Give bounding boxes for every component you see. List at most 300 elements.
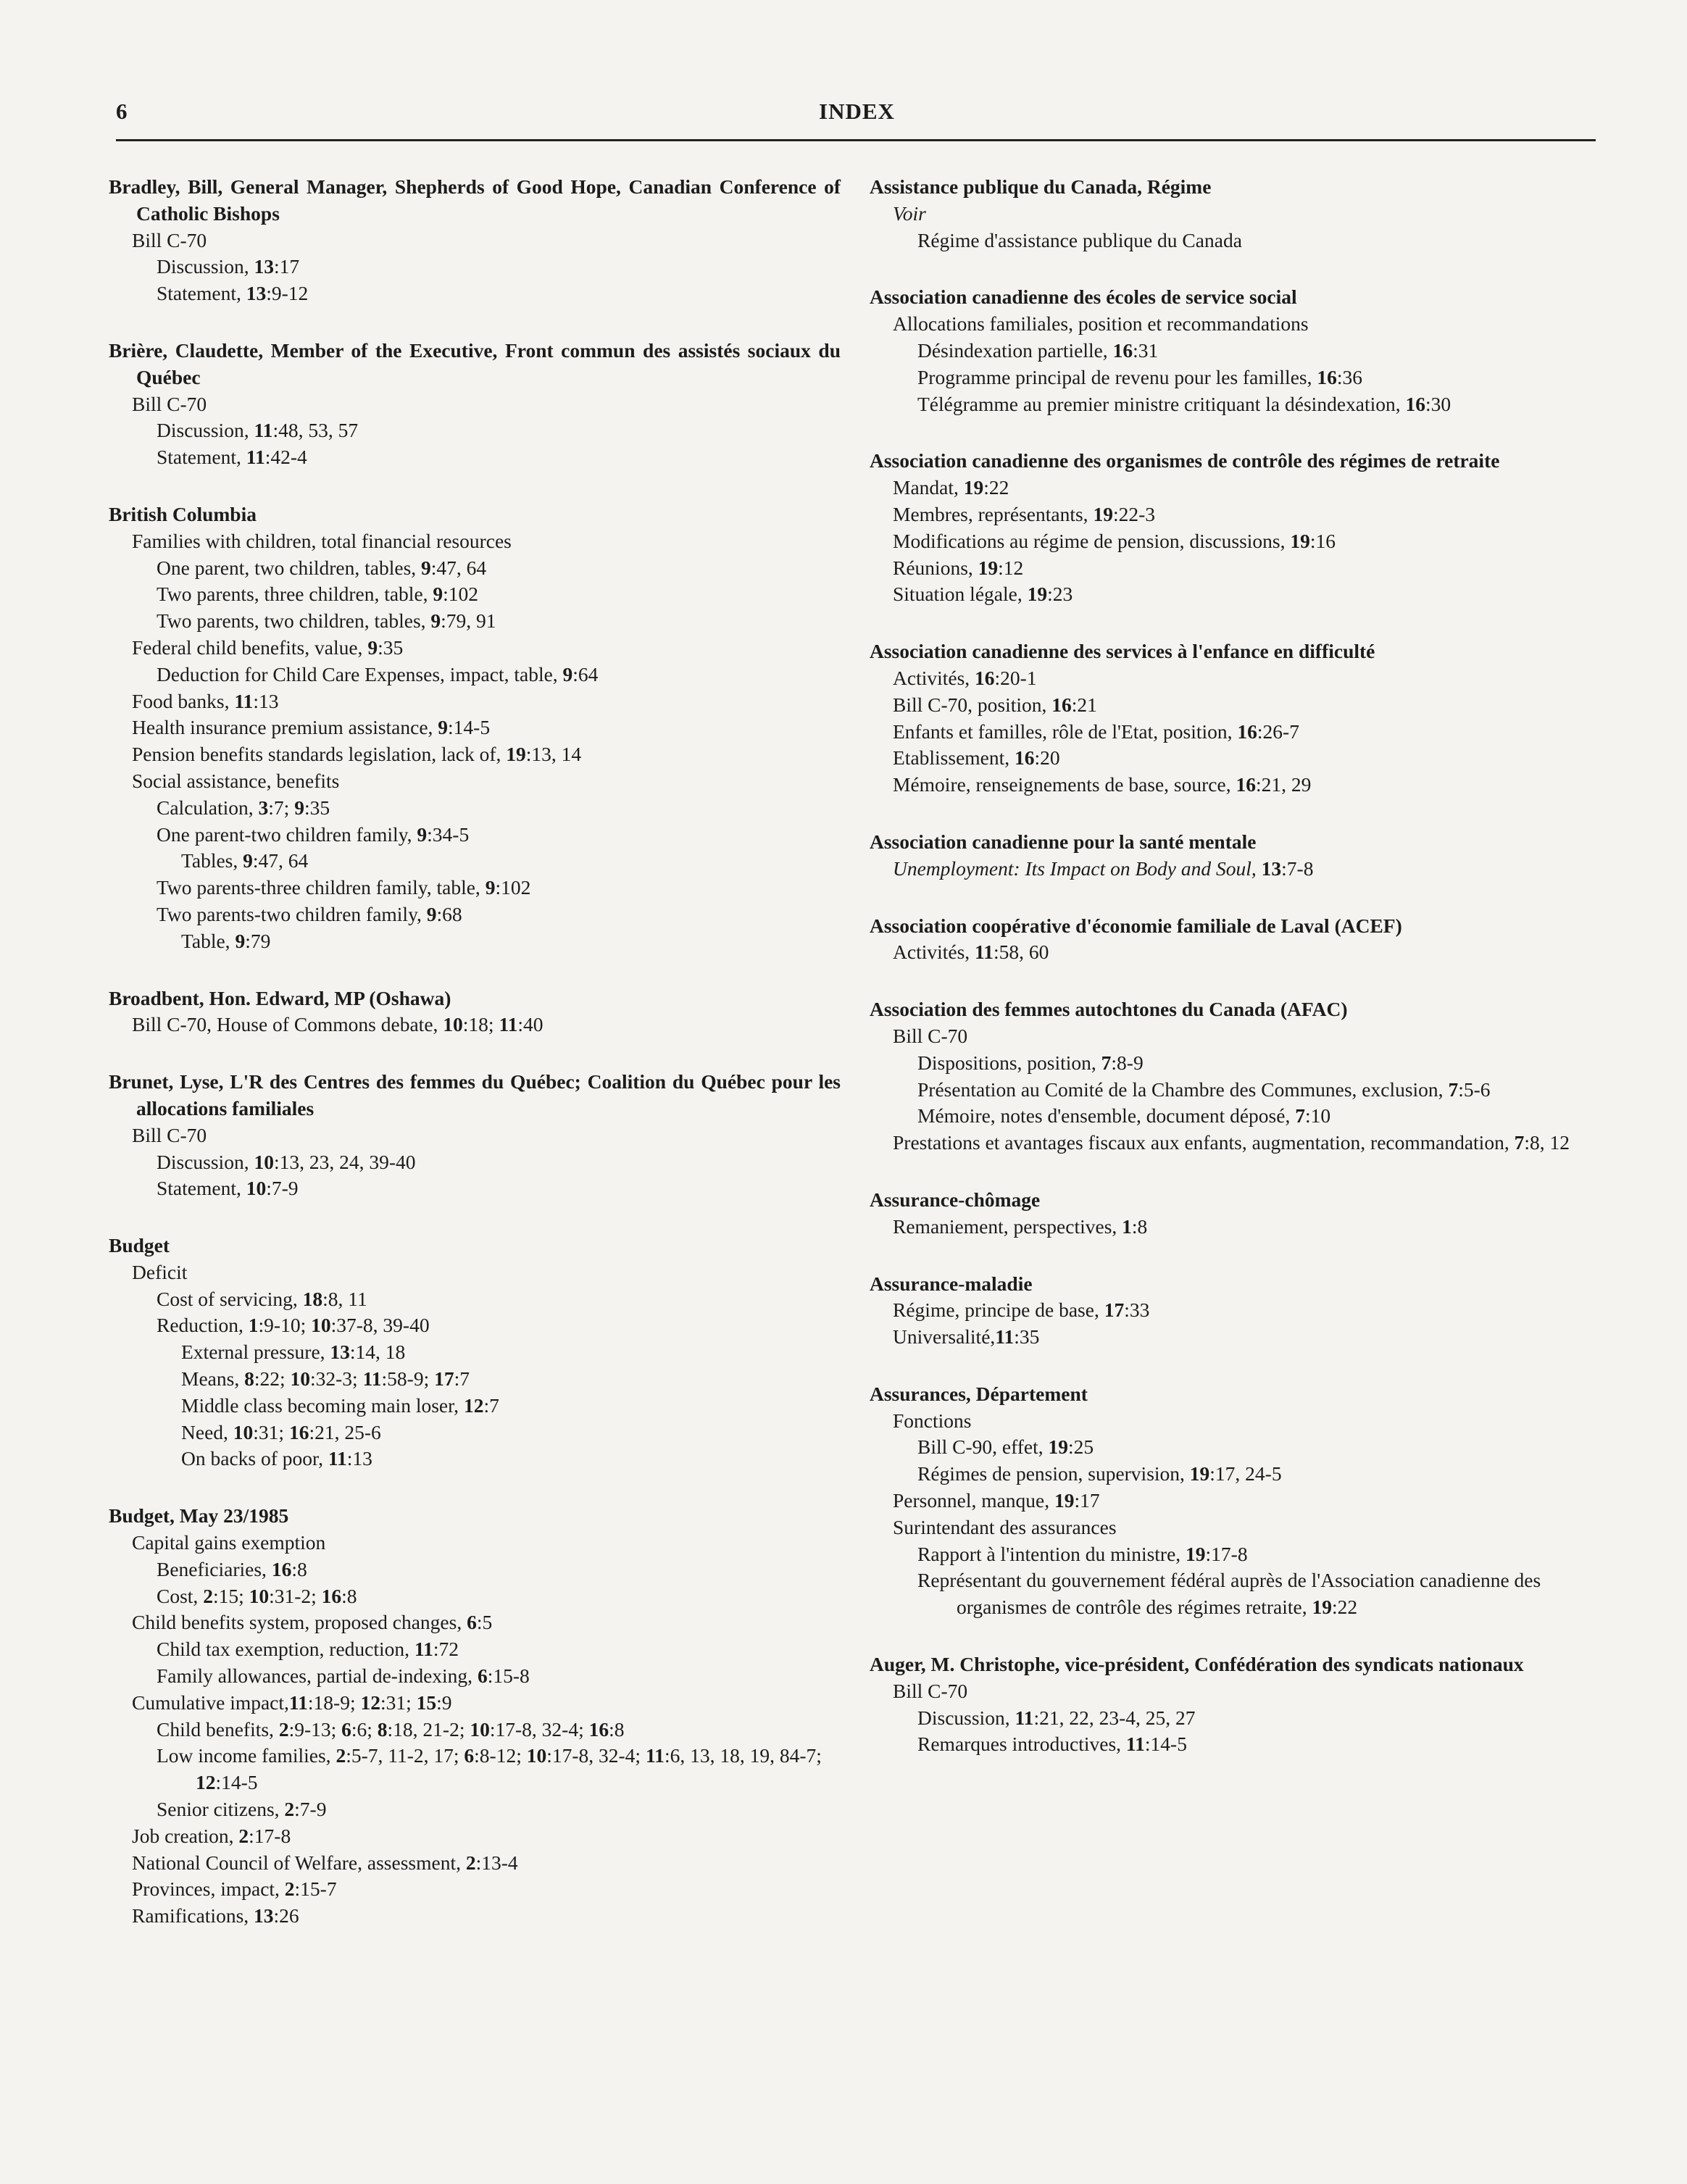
entry-text: Health insurance premium assistance, — [132, 716, 438, 739]
entry-heading: Budget — [109, 1234, 170, 1257]
page-reference-volume: 2 — [284, 1877, 295, 1901]
subentry-line — [893, 665, 1598, 692]
subentry-line — [132, 768, 841, 795]
page-reference-volume: 9 — [562, 662, 573, 685]
entry-text: :12 — [998, 556, 1024, 579]
page-reference-volume: 9 — [433, 583, 443, 606]
page-reference-volume: 1 — [1122, 1214, 1132, 1238]
subentry-line — [917, 391, 1598, 418]
entry-text: :35 — [1014, 1325, 1040, 1349]
subentry-line — [893, 1297, 1598, 1324]
running-title: INDEX — [819, 99, 895, 124]
entry-text: Enfants et familles, rôle de l'Etat, position, — [893, 720, 1238, 743]
page-reference-volume: 13 — [254, 255, 274, 278]
entry-text: Child tax exemption, reduction, — [157, 1638, 415, 1661]
index-entry — [109, 1503, 841, 1930]
entry-text: Discussion, — [157, 255, 254, 278]
page-reference-volume: 13 — [330, 1341, 350, 1364]
subentry-line — [893, 1214, 1598, 1241]
entry-text: Situation légale, — [893, 583, 1028, 606]
entry-heading: Brunet, Lyse, L'R des Centres des femmes du Québec; Coalition du Québec pour les allocations familiales — [109, 1070, 841, 1120]
page-reference-volume: 12 — [463, 1393, 484, 1417]
page-reference-volume: 11 — [1015, 1706, 1034, 1729]
page-reference-volume: 19 — [1290, 529, 1310, 552]
page-reference-volume: 16 — [1237, 720, 1257, 743]
index-entry — [109, 985, 841, 1039]
entry-heading: Brière, Claudette, Member of the Executive, Front commun des assistés sociaux du Québec — [109, 338, 841, 388]
index-entry — [870, 1187, 1598, 1241]
page-reference-volume: 19 — [1189, 1462, 1210, 1485]
subentry-line — [893, 1408, 1598, 1435]
page-reference-volume: 7 — [1295, 1104, 1305, 1128]
header-rule — [116, 139, 1596, 141]
entry-text: :21, 22, 23-4, 25, 27 — [1033, 1706, 1196, 1729]
subentry-line — [157, 1286, 841, 1313]
entry-text: :8, 11 — [322, 1287, 367, 1310]
entry-text: :9 — [436, 1691, 452, 1714]
entry-text: Unemployment: Its Impact on Body and Soul, — [893, 856, 1262, 880]
page-reference-volume: 10 — [246, 1177, 267, 1200]
entry-text: :9-10; — [258, 1314, 312, 1337]
page-reference-volume: 9 — [294, 796, 304, 819]
page-reference-volume: 3 — [258, 796, 269, 819]
subentry-line — [893, 1488, 1598, 1514]
index-entry — [109, 174, 841, 307]
entry-text: :15; — [212, 1584, 249, 1607]
entry-text: :64 — [572, 662, 599, 685]
entry-text: Job creation, — [132, 1824, 239, 1847]
entry-text: Bill C-70, position, — [893, 693, 1052, 716]
page-reference-volume: 13 — [1261, 856, 1282, 880]
entry-text: :18; — [462, 1013, 499, 1036]
subentry-line — [132, 688, 841, 715]
entry-text: Mandat, — [893, 476, 964, 499]
entry-text: Two parents, two children, tables, — [157, 609, 431, 633]
index-entry — [109, 1069, 841, 1202]
entry-text: :20-1 — [994, 666, 1037, 689]
entry-text: :48, 53, 57 — [272, 419, 359, 442]
page-reference-volume: 16 — [1015, 746, 1035, 770]
entry-text: :23 — [1047, 583, 1073, 606]
subentry-line — [893, 772, 1598, 799]
page-reference-volume: 11 — [246, 446, 265, 469]
entry-text: :13, 23, 24, 39-40 — [273, 1150, 416, 1173]
subentry-line — [132, 1823, 841, 1850]
entry-text: :37-8, 39-40 — [330, 1314, 430, 1337]
page-reference-volume: 6 — [477, 1664, 488, 1688]
entry-text: :20 — [1034, 746, 1060, 770]
entry-text: :36 — [1336, 365, 1362, 388]
entry-text: Représentant du gouvernement fédéral auprès de l'Association canadienne des organismes de contrôle des régimes retraite, — [917, 1569, 1541, 1619]
page-reference-volume: 11 — [499, 1013, 518, 1036]
page-reference-volume: 10 — [249, 1584, 270, 1607]
entry-heading: Budget, May 23/1985 — [109, 1504, 289, 1527]
subentry-line — [157, 280, 841, 307]
subentry-line — [893, 1324, 1598, 1351]
entry-heading: Bradley, Bill, General Manager, Shepherds of Good Hope, Canadian Conference of Catholic Bishops — [109, 175, 841, 225]
entry-text: Need, — [181, 1420, 233, 1443]
subentry-line — [157, 581, 841, 608]
subentry-line — [157, 875, 841, 901]
entry-text: Surintendant des assurances — [893, 1515, 1117, 1538]
page-reference-volume: 16 — [1236, 773, 1256, 796]
entry-text: :8 — [291, 1557, 307, 1580]
subentry-line — [157, 1663, 841, 1690]
subentry-line — [132, 228, 841, 254]
index-entry — [870, 638, 1598, 799]
index-entry — [870, 174, 1598, 254]
entry-text: :13, 14 — [525, 743, 582, 766]
entry-text: Cost of servicing, — [157, 1287, 303, 1310]
index-entry — [870, 284, 1598, 417]
subentry-line — [893, 856, 1598, 883]
entry-text: Food banks, — [132, 689, 235, 712]
entry-text: :15-7 — [294, 1877, 337, 1901]
subentry-line — [893, 581, 1598, 608]
entry-heading: Association canadienne des écoles de service social — [870, 285, 1297, 309]
page-reference-volume: 16 — [271, 1557, 292, 1580]
subentry-line — [157, 1717, 841, 1743]
entry-text: :42-4 — [264, 446, 307, 469]
page-reference-volume: 9 — [485, 876, 496, 899]
page-reference-volume: 9 — [421, 556, 431, 579]
subentry-line — [132, 1903, 841, 1930]
subentry-line — [917, 364, 1598, 391]
page-reference-volume: 10 — [290, 1367, 310, 1391]
index-entry — [870, 996, 1598, 1156]
page-reference-volume: 9 — [243, 849, 253, 872]
subentry-line — [893, 528, 1598, 555]
subentry-line — [157, 1796, 841, 1823]
subentry-line — [917, 1103, 1598, 1130]
entry-text: Désindexation partielle, — [917, 338, 1113, 362]
entry-text: :58-9; — [381, 1367, 435, 1391]
entry-text: Prestations et avantages fiscaux aux enfants, augmentation, recommandation, — [893, 1131, 1515, 1154]
subentry-line — [917, 1567, 1598, 1621]
page-reference-volume: 12 — [196, 1771, 216, 1794]
entry-text: Rapport à l'intention du ministre, — [917, 1542, 1186, 1565]
subentry-line — [917, 1731, 1598, 1758]
page-reference-volume: 10 — [311, 1314, 331, 1337]
entry-text: :5-7, 11-2, 17; — [346, 1744, 465, 1767]
entry-text: Universalité, — [893, 1325, 996, 1349]
page-reference-volume: 9 — [426, 902, 437, 925]
entry-text: Réunions, — [893, 556, 978, 579]
entry-text: Tables, — [181, 849, 243, 872]
entry-text: :25 — [1068, 1435, 1094, 1459]
entry-text: Dispositions, position, — [917, 1051, 1101, 1074]
subentry-line — [157, 1312, 841, 1339]
page-reference-volume: 2 — [238, 1824, 249, 1847]
entry-text: :33 — [1124, 1299, 1150, 1322]
entry-text: :30 — [1425, 392, 1451, 415]
entry-text: Senior citizens, — [157, 1798, 285, 1821]
page-reference-volume: 1 — [248, 1314, 259, 1337]
entry-text: Activités, — [893, 666, 975, 689]
entry-text: Provinces, impact, — [132, 1877, 285, 1901]
index-entry — [870, 1381, 1598, 1621]
subentry-line — [157, 1743, 841, 1796]
subentry-line — [157, 444, 841, 471]
subentry-line — [893, 719, 1598, 746]
page-reference-volume: 19 — [1312, 1596, 1333, 1619]
subentry-line — [132, 1609, 841, 1636]
entry-text: :7; — [268, 796, 295, 819]
entry-text: :26 — [273, 1904, 299, 1927]
subentry-line — [917, 1050, 1598, 1077]
entry-text: :22 — [983, 476, 1009, 499]
page-reference-volume: 7 — [1448, 1078, 1459, 1101]
entry-text: Bill C-70 — [893, 1679, 968, 1702]
subentry-line — [132, 741, 841, 768]
entry-text: :5-6 — [1458, 1078, 1491, 1101]
entry-text: :7-9 — [266, 1177, 299, 1200]
subentry-line — [917, 338, 1598, 364]
subentry-line — [181, 848, 841, 875]
entry-text: :17, 24-5 — [1209, 1462, 1282, 1485]
page-reference-volume: 7 — [1101, 1051, 1112, 1074]
entry-text: :31; — [253, 1420, 289, 1443]
index-entry — [870, 448, 1598, 608]
page-reference-volume: 11 — [254, 419, 273, 442]
entry-text: :34-5 — [427, 822, 470, 846]
entry-text: :31-2; — [269, 1584, 322, 1607]
entry-text: :17-8, 32-4; — [489, 1717, 589, 1741]
entry-text: :7-9 — [294, 1798, 327, 1821]
entry-text: :79, 91 — [441, 609, 496, 633]
entry-text: Bill C-70 — [132, 392, 207, 415]
entry-text: :13 — [253, 689, 279, 712]
subentry-line — [157, 662, 841, 688]
entry-text: Ramifications, — [132, 1904, 254, 1927]
index-column-left — [109, 174, 841, 1960]
page-reference-volume: 10 — [526, 1744, 547, 1767]
page-reference-volume: 11 — [645, 1744, 665, 1767]
entry-text: :31 — [1133, 338, 1159, 362]
entry-text: :26-7 — [1257, 720, 1299, 743]
subentry-line — [132, 1122, 841, 1149]
entry-text: :17 — [1074, 1489, 1100, 1512]
page-reference-volume: 19 — [1186, 1542, 1206, 1565]
entry-text: Etablissement, — [893, 746, 1015, 770]
subentry-line — [157, 1175, 841, 1202]
entry-text: Remaniement, perspectives, — [893, 1214, 1122, 1238]
subentry-line — [893, 311, 1598, 338]
page-reference-volume: 13 — [254, 1904, 274, 1927]
entry-text: Régime d'assistance publique du Canada — [917, 228, 1242, 251]
subentry-line — [157, 1636, 841, 1663]
entry-text: Fonctions — [893, 1409, 972, 1432]
entry-text: :8 — [1131, 1214, 1148, 1238]
entry-text: :21, 25-6 — [309, 1420, 381, 1443]
entry-text: :16 — [1309, 529, 1336, 552]
subentry-line — [893, 555, 1598, 582]
page-reference-volume: 7 — [1514, 1131, 1525, 1154]
entry-text: One parent, two children, tables, — [157, 556, 422, 579]
page-reference-volume: 10 — [443, 1013, 463, 1036]
subentry-line — [132, 391, 841, 418]
entry-text: Cost, — [157, 1584, 204, 1607]
entry-text: Federal child benefits, value, — [132, 635, 368, 659]
entry-text: :35 — [378, 635, 404, 659]
entry-text: Allocations familiales, position et recommandations — [893, 312, 1309, 335]
entry-text: :72 — [433, 1638, 459, 1661]
subentry-line — [157, 1149, 841, 1176]
entry-text: :10 — [1304, 1104, 1331, 1128]
subentry-line — [893, 1678, 1598, 1705]
entry-text: Télégramme au premier ministre critiquant la désindexation, — [917, 392, 1406, 415]
entry-text: :14-5 — [448, 716, 491, 739]
subentry-line — [917, 1541, 1598, 1568]
subentry-line — [157, 901, 841, 928]
page-reference-volume: 11 — [995, 1325, 1015, 1349]
page-reference-volume: 10 — [233, 1420, 254, 1443]
entry-text: :8 — [341, 1584, 357, 1607]
entry-heading: Association canadienne pour la santé mentale — [870, 830, 1257, 853]
page-reference-volume: 19 — [1093, 502, 1113, 525]
page-reference-volume: 16 — [1405, 392, 1426, 415]
entry-text: Child benefits, — [157, 1717, 279, 1741]
subentry-line — [181, 1420, 841, 1446]
subentry-line — [181, 1339, 841, 1366]
entry-text: :9-12 — [266, 282, 309, 305]
entry-text: :7 — [483, 1393, 499, 1417]
subentry-line — [157, 555, 841, 582]
entry-text: Two parents, three children, table, — [157, 583, 433, 606]
entry-heading: Broadbent, Hon. Edward, MP (Oshawa) — [109, 986, 451, 1009]
entry-text: Présentation au Comité de la Chambre des Communes, exclusion, — [917, 1078, 1449, 1101]
subentry-line — [893, 1514, 1598, 1541]
subentry-line — [181, 1446, 841, 1472]
page-reference-volume: 15 — [416, 1691, 437, 1714]
entry-text: Personnel, manque, — [893, 1489, 1055, 1512]
entry-heading: Association coopérative d'économie familiale de Laval (ACEF) — [870, 914, 1402, 937]
subentry-line — [893, 201, 1598, 228]
entry-text: Pension benefits standards legislation, lack of, — [132, 743, 507, 766]
entry-text: :102 — [495, 876, 531, 899]
subentry-line — [132, 1690, 841, 1717]
entry-heading: Assurance-maladie — [870, 1272, 1033, 1295]
subentry-line — [893, 939, 1598, 966]
page-reference-volume: 17 — [1104, 1299, 1125, 1322]
page-reference-volume: 11 — [362, 1367, 382, 1391]
entry-text: Discussion, — [917, 1706, 1015, 1729]
entry-text: :18-9; — [307, 1691, 361, 1714]
entry-text: :5 — [476, 1611, 493, 1634]
entry-text: Activités, — [893, 941, 975, 964]
entry-text: :8, 12 — [1524, 1131, 1570, 1154]
subentry-line — [132, 1876, 841, 1903]
entry-text: :102 — [443, 583, 479, 606]
subentry-line — [893, 692, 1598, 719]
entry-text: Child benefits system, proposed changes, — [132, 1611, 467, 1634]
entry-text: :14, 18 — [349, 1341, 406, 1364]
entry-heading: Assistance publique du Canada, Régime — [870, 175, 1212, 198]
entry-text: :13 — [346, 1447, 372, 1470]
entry-text: Bill C-70 — [132, 1123, 207, 1146]
page-reference-volume: 9 — [438, 716, 449, 739]
entry-text: Means, — [181, 1367, 245, 1391]
page-reference-volume: 2 — [336, 1744, 346, 1767]
entry-text: :9-13; — [288, 1717, 342, 1741]
subentry-line — [181, 928, 841, 955]
entry-text: Bill C-70, House of Commons debate, — [132, 1013, 443, 1036]
subentry-line — [893, 745, 1598, 772]
index-entry — [870, 913, 1598, 967]
page-reference-volume: 6 — [464, 1744, 475, 1767]
entry-text: :68 — [436, 902, 462, 925]
entry-text: :17-8 — [1205, 1542, 1248, 1565]
entry-text: :17-8, 32-4; — [546, 1744, 646, 1767]
subentry-line — [157, 1556, 841, 1583]
entry-heading: Assurance-chômage — [870, 1188, 1041, 1211]
page-reference-volume: 19 — [1027, 583, 1048, 606]
entry-text: Bill C-70 — [132, 228, 207, 251]
entry-text: Two parents-two children family, — [157, 902, 427, 925]
index-entry — [870, 1651, 1598, 1758]
page-reference-volume: 2 — [203, 1584, 213, 1607]
page-reference-volume: 19 — [1048, 1435, 1069, 1459]
entry-text: Statement, — [157, 1177, 246, 1200]
entry-text: Modifications au régime de pension, discussions, — [893, 529, 1291, 552]
entry-text: :7-8 — [1281, 856, 1314, 880]
entry-text: :58, 60 — [994, 941, 1049, 964]
page-reference-volume: 6 — [467, 1611, 477, 1634]
subentry-line — [893, 475, 1598, 501]
entry-text: :13-4 — [475, 1851, 518, 1874]
page-reference-volume: 11 — [975, 941, 994, 964]
subentry-line — [132, 714, 841, 741]
page-reference-volume: 9 — [235, 929, 246, 952]
subentry-line — [157, 795, 841, 822]
page-reference-volume: 11 — [234, 689, 254, 712]
subentry-line — [893, 501, 1598, 528]
page-reference-volume: 6 — [341, 1717, 351, 1741]
page-reference-volume: 16 — [975, 666, 995, 689]
page-reference-volume: 12 — [360, 1691, 380, 1714]
entry-text: :6, 13, 18, 19, 84-7; — [664, 1744, 822, 1767]
entry-text: Mémoire, notes d'ensemble, document déposé, — [917, 1104, 1296, 1128]
entry-text: One parent-two children family, — [157, 822, 417, 846]
page-number: 6 — [116, 99, 128, 124]
entry-text: Mémoire, renseignements de base, source, — [893, 773, 1236, 796]
page-reference-volume: 11 — [414, 1638, 433, 1661]
subentry-line — [893, 1023, 1598, 1050]
entry-text: Social assistance, benefits — [132, 769, 340, 792]
page-reference-volume: 11 — [328, 1447, 347, 1470]
page-reference-volume: 9 — [367, 635, 378, 659]
entry-text: :22; — [254, 1367, 291, 1391]
entry-text: :14-5 — [215, 1771, 258, 1794]
page-reference-volume: 2 — [465, 1851, 476, 1874]
page-reference-volume: 16 — [588, 1717, 609, 1741]
page-reference-volume: 9 — [430, 609, 441, 633]
entry-text: :21, 29 — [1255, 773, 1312, 796]
entry-text: :35 — [304, 796, 330, 819]
entry-text: Régime, principe de base, — [893, 1299, 1104, 1322]
entry-text: On backs of poor, — [181, 1447, 328, 1470]
entry-heading: Association des femmes autochtones du Canada (AFAC) — [870, 998, 1348, 1021]
index-entry — [109, 338, 841, 471]
entry-heading: British Columbia — [109, 502, 257, 525]
page-reference-volume: 2 — [284, 1798, 295, 1821]
page-reference-volume: 16 — [1112, 338, 1133, 362]
entry-text: :79 — [245, 929, 271, 952]
entry-text: Programme principal de revenu pour les familles, — [917, 365, 1317, 388]
page-reference-volume: 18 — [302, 1287, 323, 1310]
entry-text: :7 — [454, 1367, 470, 1391]
entry-text: Family allowances, partial de-indexing, — [157, 1664, 478, 1688]
